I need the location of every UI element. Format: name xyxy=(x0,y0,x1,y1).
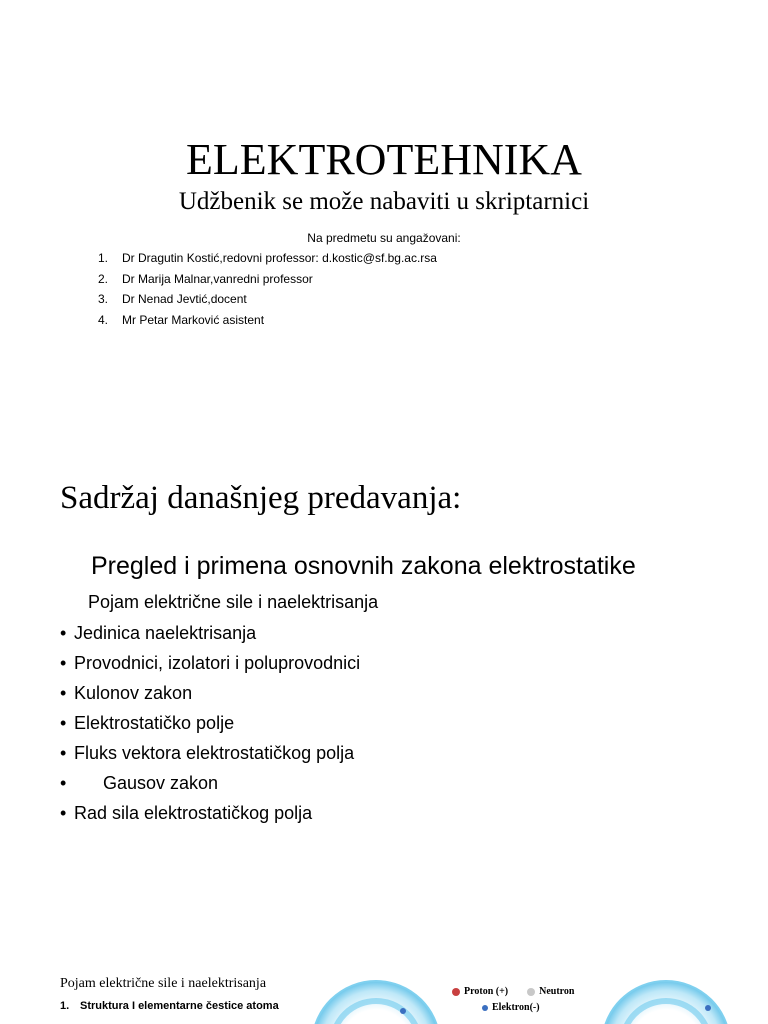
bullet-icon: • xyxy=(60,743,67,763)
staff-item xyxy=(98,310,437,331)
bullet-icon: • xyxy=(60,713,67,733)
topic-label: Jedinica naelektrisanja xyxy=(74,623,257,643)
staff-item xyxy=(98,289,437,310)
slide3-item-label: Struktura I elementarne čestice atoma xyxy=(80,1000,279,1012)
legend-proton: Proton (+) xyxy=(464,986,509,997)
topic-label: Gausov zakon xyxy=(103,773,219,793)
topic-item xyxy=(60,708,360,738)
staff-heading: Na predmetu su angažovani: xyxy=(307,231,461,245)
neutron-icon xyxy=(527,988,535,996)
bullet-icon: • xyxy=(60,653,67,673)
staff-item xyxy=(98,269,437,290)
topic-item xyxy=(60,768,360,798)
atom-right xyxy=(602,981,730,1024)
electron-legend-icon xyxy=(482,1005,488,1011)
proton-icon xyxy=(452,988,460,996)
topic-label: Provodnici, izolatori i poluprovodnici xyxy=(74,653,361,673)
topic-label: Rad sila elektrostatičkog polja xyxy=(74,803,313,823)
slide3-item xyxy=(60,997,279,1017)
staff-name: Dr Dragutin Kostić,redovni professor: d.kostic@sf.bg.ac.rsa xyxy=(122,251,437,265)
slide3-item-number: 1. xyxy=(60,1000,70,1012)
staff-name: Mr Petar Marković asistent xyxy=(122,313,265,328)
electron-icon xyxy=(705,1005,711,1011)
lecture-topic-heading: Pregled i primena osnovnih zakona elektrostatike xyxy=(91,552,636,580)
document-subtitle: Udžbenik se može nabaviti u skriptarnici xyxy=(178,188,590,215)
staff-number: 4. xyxy=(98,313,109,328)
topic-item xyxy=(60,738,360,768)
bullet-icon: • xyxy=(60,803,67,823)
staff-name: Dr Nenad Jevtić,docent xyxy=(122,292,247,307)
slide3-list xyxy=(60,997,279,1017)
lecture-topic-list xyxy=(60,618,360,828)
bullet-icon: • xyxy=(60,683,67,703)
atom-legend xyxy=(452,984,575,1016)
topic-item xyxy=(60,798,360,828)
legend-electron: Elektron(-) xyxy=(492,1002,540,1013)
staff-list xyxy=(98,248,437,331)
topic-item xyxy=(60,678,360,708)
staff-number: 2. xyxy=(98,271,109,286)
topic-label: Kulonov zakon xyxy=(74,683,193,703)
topic-item xyxy=(60,618,360,648)
atom-left xyxy=(312,981,440,1024)
staff-number: 1. xyxy=(98,251,109,265)
document-title: ELEKTROTEHNIKA xyxy=(186,135,582,184)
topic-label: Fluks vektora elektrostatičkog polja xyxy=(74,743,355,763)
staff-name: Dr Marija Malnar,vanredni professor xyxy=(122,271,313,286)
topic-label: Elektrostatičko polje xyxy=(74,713,235,733)
staff-item xyxy=(98,248,437,269)
bullet-icon: • xyxy=(60,623,67,643)
lecture-intro-item: Pojam električne sile i naelektrisanja xyxy=(88,592,379,612)
bullet-icon: • xyxy=(60,773,67,793)
staff-number: 3. xyxy=(98,292,109,307)
legend-neutron: Neutron xyxy=(539,986,575,997)
lecture-contents-title: Sadržaj današnjeg predavanja: xyxy=(60,480,462,516)
topic-item xyxy=(60,648,360,678)
slide3-title: Pojam električne sile i naelektrisanja xyxy=(60,976,267,991)
electron-icon xyxy=(400,1008,406,1014)
